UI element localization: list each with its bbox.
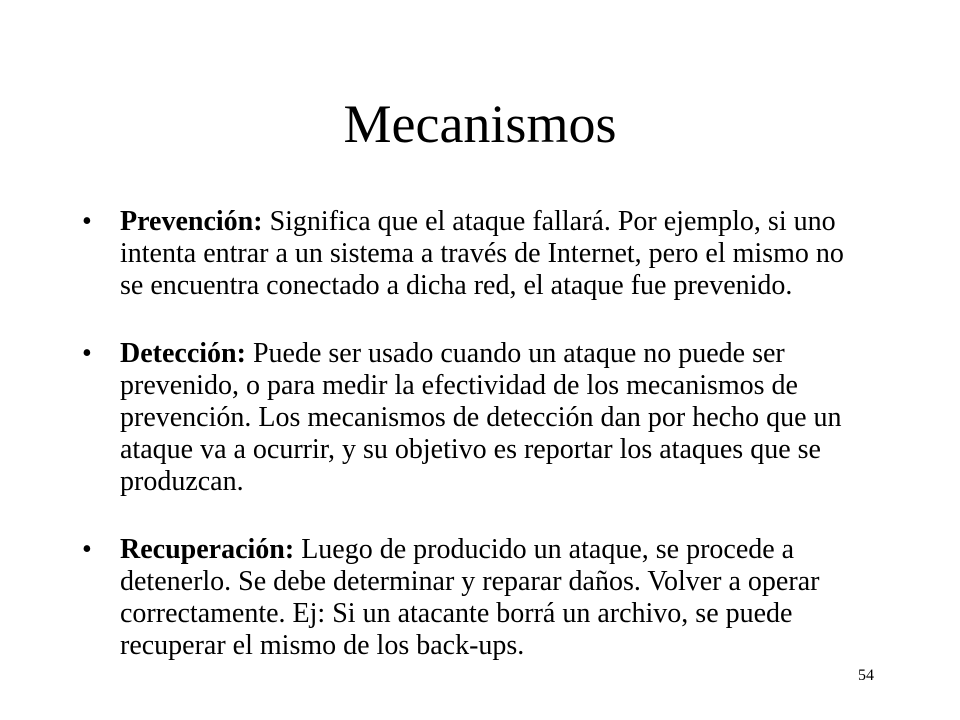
bullet-dot-icon: • bbox=[82, 534, 92, 565]
slide-number: 54 bbox=[858, 667, 874, 684]
bullet-item-prevencion bbox=[82, 206, 872, 302]
bullet-term: Prevención: bbox=[120, 206, 263, 237]
bullet-text: Luego de producido un ataque, se procede a detenerlo. Se debe determinar y reparar daños. Volver a operar correctamente. Ej: Si un atacante borrá un archivo, se puede recuperar el mismo de los back-ups. bbox=[120, 534, 820, 661]
bullet-dot-icon: • bbox=[82, 338, 92, 369]
bullet-dot-icon: • bbox=[82, 206, 92, 237]
bullet-text: Significa que el ataque fallará. Por ejemplo, si uno intenta entrar a un sistema a través de Internet, pero el mismo no se encuentra conectado a dicha red, el ataque fue prevenido. bbox=[120, 206, 844, 301]
slide-title: Mecanismos bbox=[343, 94, 617, 154]
bullet-term: Detección: bbox=[120, 338, 246, 369]
bullet-item-recuperacion bbox=[82, 534, 872, 662]
bullet-text: Puede ser usado cuando un ataque no puede ser prevenido, o para medir la efectividad de los mecanismos de prevención. Los mecanismos de detección dan por hecho que un ataque va a ocurrir, y su objetivo es reportar los ataques que se produzcan. bbox=[120, 338, 842, 497]
bullet-item-deteccion bbox=[82, 338, 872, 498]
bullet-term: Recuperación: bbox=[120, 534, 295, 565]
bullet-list bbox=[82, 206, 872, 662]
